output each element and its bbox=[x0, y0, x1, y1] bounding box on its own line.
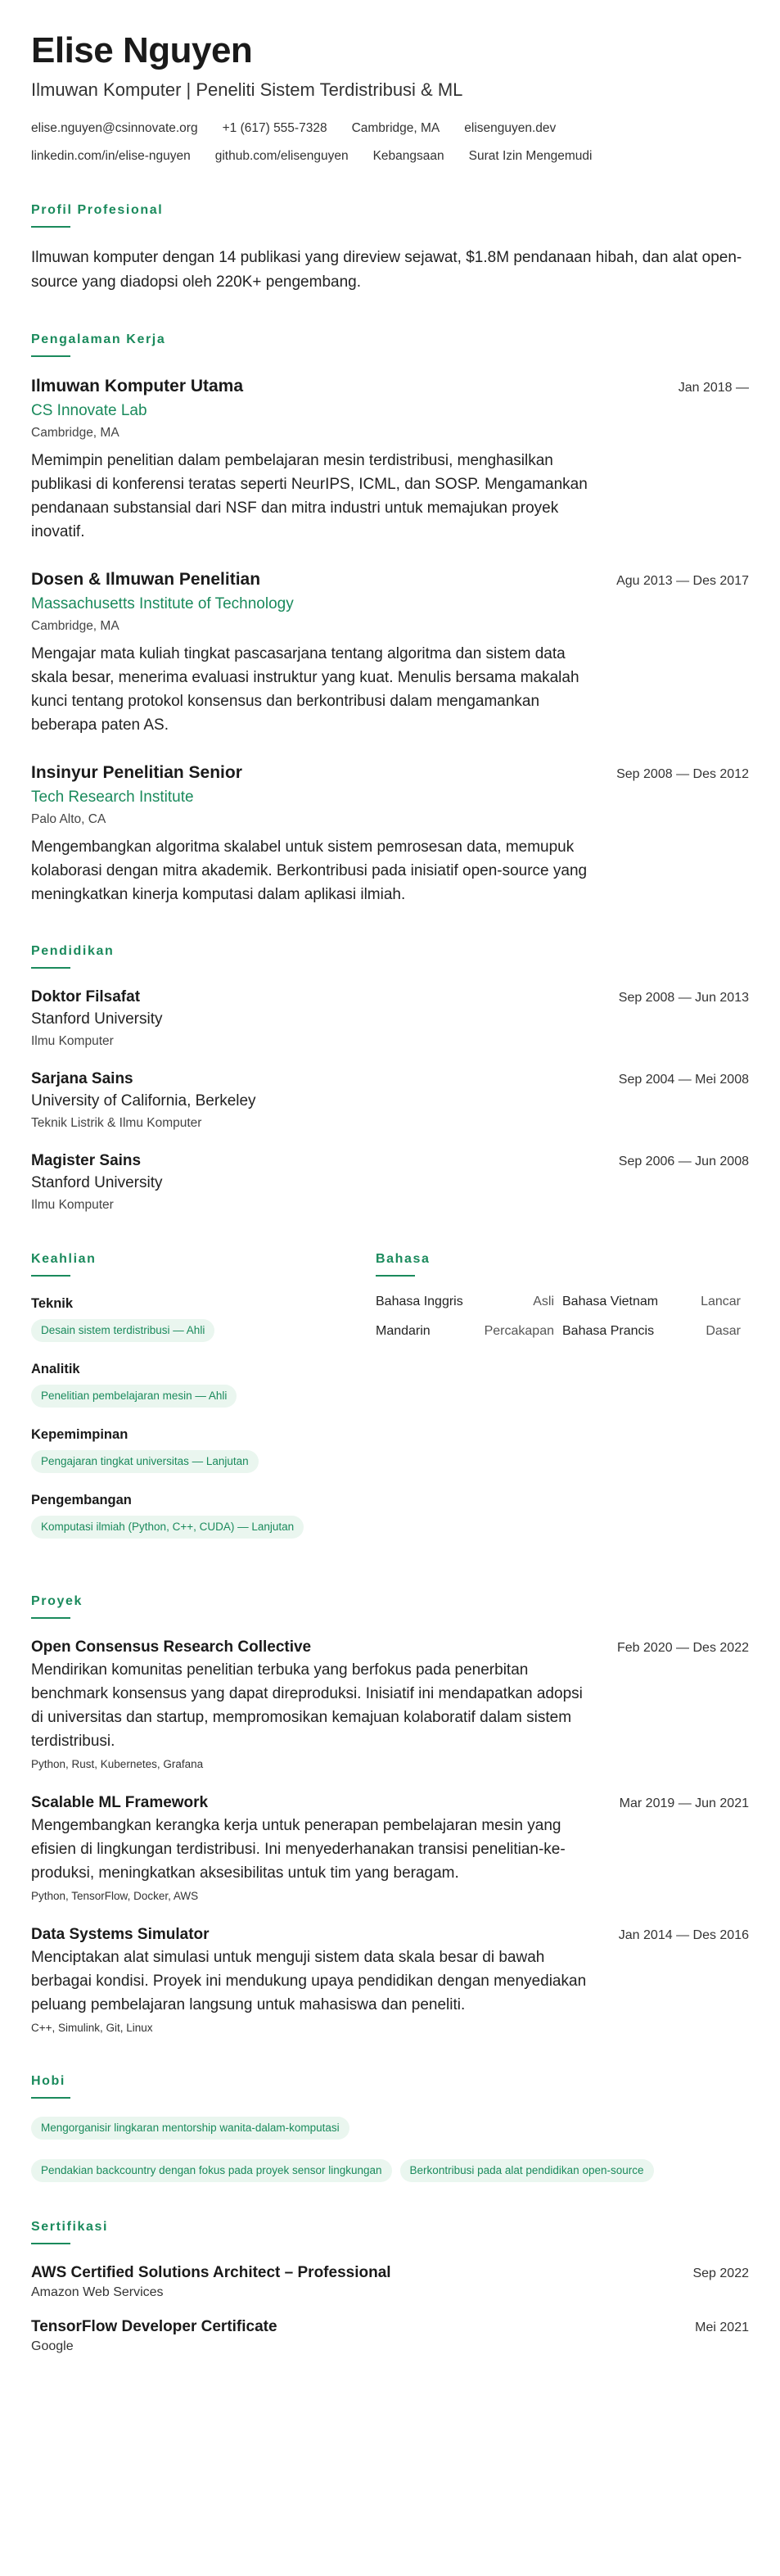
contact-nationality: Kebangsaan bbox=[372, 149, 444, 163]
job-company: CS Innovate Lab bbox=[31, 402, 147, 419]
education-date: Sep 2008 — Jun 2013 bbox=[618, 991, 749, 1005]
section-title: Proyek bbox=[31, 1594, 83, 1608]
hobby-chip: Mengorganisir lingkaran mentorship wanita-dalam-komputasi bbox=[31, 2117, 349, 2140]
job-description: Memimpin penelitian dalam pembelajaran mesin terdistribusi, menghasilkan publikasi di konferensi teratas seperti NeurIPS, ICML, dan SOSP. Mengamankan pendanaan substansial dari NSF dan mitra industri untuk memajukan proyek inovatif. bbox=[31, 452, 588, 540]
education-date: Sep 2006 — Jun 2008 bbox=[618, 1155, 749, 1168]
job-description: Mengajar mata kuliah tingkat pascasarjana tentang algoritma dan sistem data skala besar, menerima evaluasi instruktur yang kuat. Menulis bersama makalah kunci tentang protokol konsensus dan berkontribusi dalam mengamankan beberapa paten AS. bbox=[31, 645, 579, 734]
project-title: Open Consensus Research Collective bbox=[31, 1638, 312, 1656]
language-item bbox=[376, 1324, 562, 1339]
hobby-chip: Berkontribusi pada alat pendidikan open-source bbox=[400, 2159, 654, 2182]
education-field: Ilmu Komputer bbox=[31, 1034, 114, 1048]
certification-date: Mei 2021 bbox=[695, 2321, 749, 2334]
section-divider bbox=[31, 967, 70, 969]
certification-title: AWS Certified Solutions Architect – Professional bbox=[31, 2264, 391, 2281]
language-item bbox=[376, 1295, 562, 1309]
section-divider bbox=[376, 1275, 415, 1277]
education-entry bbox=[31, 1069, 749, 1132]
project-entry bbox=[31, 1637, 749, 1773]
section-divider bbox=[31, 2097, 70, 2099]
hobby-chip: Pendakian backcountry dengan fokus pada proyek sensor lingkungan bbox=[31, 2159, 392, 2182]
job-date: Jan 2018 — bbox=[678, 381, 749, 395]
skill-category: Analitik bbox=[31, 1362, 80, 1376]
skill-group bbox=[31, 1295, 376, 1342]
education-school: University of California, Berkeley bbox=[31, 1092, 256, 1109]
project-tech: C++, Simulink, Git, Linux bbox=[31, 2022, 153, 2034]
education-school: Stanford University bbox=[31, 1174, 163, 1191]
contact-location: Cambridge, MA bbox=[351, 121, 440, 135]
section-title: Bahasa bbox=[376, 1252, 431, 1266]
job-location: Palo Alto, CA bbox=[31, 812, 106, 826]
contact-linkedin[interactable]: linkedin.com/in/elise-nguyen bbox=[31, 149, 191, 163]
job-date: Agu 2013 — Des 2017 bbox=[616, 574, 749, 588]
certification-entry bbox=[31, 2262, 749, 2302]
language-level: Dasar bbox=[706, 1324, 741, 1338]
skills-languages-row bbox=[31, 1250, 749, 1557]
project-title: Scalable ML Framework bbox=[31, 1794, 209, 1811]
skill-category: Teknik bbox=[31, 1296, 74, 1311]
language-name: Mandarin bbox=[376, 1324, 431, 1338]
job-company: Tech Research Institute bbox=[31, 789, 194, 806]
education-school: Stanford University bbox=[31, 1010, 163, 1028]
education-degree: Sarjana Sains bbox=[31, 1070, 133, 1087]
project-date: Jan 2014 — Des 2016 bbox=[618, 1928, 749, 1942]
certifications-section bbox=[31, 2218, 749, 2356]
certification-entry bbox=[31, 2316, 749, 2356]
skills-section bbox=[31, 1250, 376, 1557]
section-divider bbox=[31, 1275, 70, 1277]
education-section bbox=[31, 942, 749, 1214]
job-entry bbox=[31, 568, 749, 737]
job-title: Dosen & Ilmuwan Penelitian bbox=[31, 570, 261, 589]
section-divider bbox=[31, 1617, 70, 1619]
language-name: Bahasa Inggris bbox=[376, 1295, 463, 1308]
education-field: Ilmu Komputer bbox=[31, 1198, 114, 1212]
skill-chip: Penelitian pembelajaran mesin — Ahli bbox=[31, 1385, 237, 1408]
job-location: Cambridge, MA bbox=[31, 619, 119, 633]
section-title: Sertifikasi bbox=[31, 2220, 109, 2234]
contact-driving-license: Surat Izin Mengemudi bbox=[468, 149, 593, 163]
education-degree: Magister Sains bbox=[31, 1152, 142, 1169]
job-date: Sep 2008 — Des 2012 bbox=[616, 767, 749, 781]
skill-group bbox=[31, 1426, 376, 1473]
contact-list bbox=[31, 120, 749, 165]
section-divider bbox=[31, 2243, 70, 2244]
language-item bbox=[562, 1295, 749, 1309]
skill-chip: Komputasi ilmiah (Python, C++, CUDA) — Lanjutan bbox=[31, 1516, 304, 1539]
profile-section bbox=[31, 201, 749, 295]
section-title: Pendidikan bbox=[31, 944, 115, 958]
language-level: Percakapan bbox=[484, 1324, 554, 1338]
job-company: Massachusetts Institute of Technology bbox=[31, 595, 294, 612]
hobby-list bbox=[31, 2117, 749, 2182]
section-title: Hobi bbox=[31, 2074, 65, 2088]
education-degree: Doktor Filsafat bbox=[31, 988, 141, 1006]
language-list bbox=[376, 1295, 749, 1339]
projects-section bbox=[31, 1593, 749, 2036]
contact-email[interactable]: elise.nguyen@csinnovate.org bbox=[31, 121, 198, 135]
languages-section bbox=[376, 1250, 749, 1557]
education-date: Sep 2004 — Mei 2008 bbox=[618, 1073, 749, 1087]
skill-group bbox=[31, 1360, 376, 1408]
contact-phone[interactable]: +1 (617) 555-7328 bbox=[222, 121, 327, 135]
project-date: Feb 2020 — Des 2022 bbox=[617, 1641, 749, 1655]
job-location: Cambridge, MA bbox=[31, 426, 119, 440]
job-title: Ilmuwan Komputer Utama bbox=[31, 377, 244, 395]
experience-section bbox=[31, 331, 749, 906]
candidate-subtitle: Ilmuwan Komputer | Peneliti Sistem Terdistribusi & ML bbox=[31, 79, 463, 100]
project-description: Mendirikan komunitas penelitian terbuka yang berfokus pada penerbitan benchmark konsensus yang dapat direproduksi. Inisiatif ini mendapatkan adopsi di universitas dan startup, mempromosikan kemajuan kolaboratif dalam sistem terdistribusi. bbox=[31, 1661, 583, 1750]
certification-issuer: Amazon Web Services bbox=[31, 2285, 164, 2299]
section-title: Keahlian bbox=[31, 1252, 97, 1266]
certification-title: TensorFlow Developer Certificate bbox=[31, 2318, 277, 2335]
project-entry bbox=[31, 1924, 749, 2036]
project-date: Mar 2019 — Jun 2021 bbox=[619, 1796, 749, 1810]
education-entry bbox=[31, 987, 749, 1051]
project-tech: Python, TensorFlow, Docker, AWS bbox=[31, 1890, 199, 1902]
education-field: Teknik Listrik & Ilmu Komputer bbox=[31, 1116, 202, 1130]
project-description: Mengembangkan kerangka kerja untuk penerapan pembelajaran mesin yang efisien di lingkungan terdistribusi. Ini menyederhanakan transisi penelitian-ke-produksi, meningkatkan aksesibilitas untuk tim yang beragam. bbox=[31, 1817, 566, 1882]
candidate-name: Elise Nguyen bbox=[31, 30, 253, 70]
skill-group bbox=[31, 1491, 376, 1539]
section-divider bbox=[31, 355, 70, 357]
language-name: Bahasa Vietnam bbox=[562, 1295, 659, 1308]
hobbies-section bbox=[31, 2072, 749, 2182]
certification-issuer: Google bbox=[31, 2339, 74, 2353]
skill-category: Kepemimpinan bbox=[31, 1427, 128, 1442]
language-level: Lancar bbox=[701, 1295, 741, 1308]
section-divider bbox=[31, 226, 70, 228]
language-name: Bahasa Prancis bbox=[562, 1324, 655, 1338]
job-description: Mengembangkan algoritma skalabel untuk sistem pemrosesan data, memupuk kolaborasi dengan mitra akademik. Berkontribusi pada inisiatif open-source yang meningkatkan kinerja komputasi dalam aplikasi ilmiah. bbox=[31, 838, 588, 903]
contact-github[interactable]: github.com/elisenguyen bbox=[214, 149, 349, 163]
profile-summary: Ilmuwan komputer dengan 14 publikasi yang direview sejawat, $1.8M pendanaan hibah, dan alat open-source yang diadopsi oleh 220K+ pengembang. bbox=[31, 249, 742, 291]
section-title: Pengalaman Kerja bbox=[31, 332, 166, 346]
project-tech: Python, Rust, Kubernetes, Grafana bbox=[31, 1758, 204, 1770]
education-entry bbox=[31, 1150, 749, 1214]
project-title: Data Systems Simulator bbox=[31, 1926, 210, 1943]
project-description: Menciptakan alat simulasi untuk menguji sistem data skala besar di bawah berbagai kondisi. Proyek ini mendukung upaya pendidikan dengan menyediakan peluang pembelajaran langsung untuk mahasiswa dan peneliti. bbox=[31, 1949, 587, 2013]
skill-chip: Desain sistem terdistribusi — Ahli bbox=[31, 1319, 214, 1342]
skill-category: Pengembangan bbox=[31, 1493, 132, 1507]
language-level: Asli bbox=[533, 1295, 554, 1308]
job-title: Insinyur Penelitian Senior bbox=[31, 763, 242, 782]
project-entry bbox=[31, 1792, 749, 1905]
certification-date: Sep 2022 bbox=[692, 2266, 749, 2280]
job-entry bbox=[31, 762, 749, 906]
language-item bbox=[562, 1324, 749, 1339]
job-entry bbox=[31, 375, 749, 544]
contact-website[interactable]: elisenguyen.dev bbox=[464, 121, 557, 135]
skill-chip: Pengajaran tingkat universitas — Lanjutan bbox=[31, 1450, 259, 1473]
section-title: Profil Profesional bbox=[31, 203, 164, 217]
